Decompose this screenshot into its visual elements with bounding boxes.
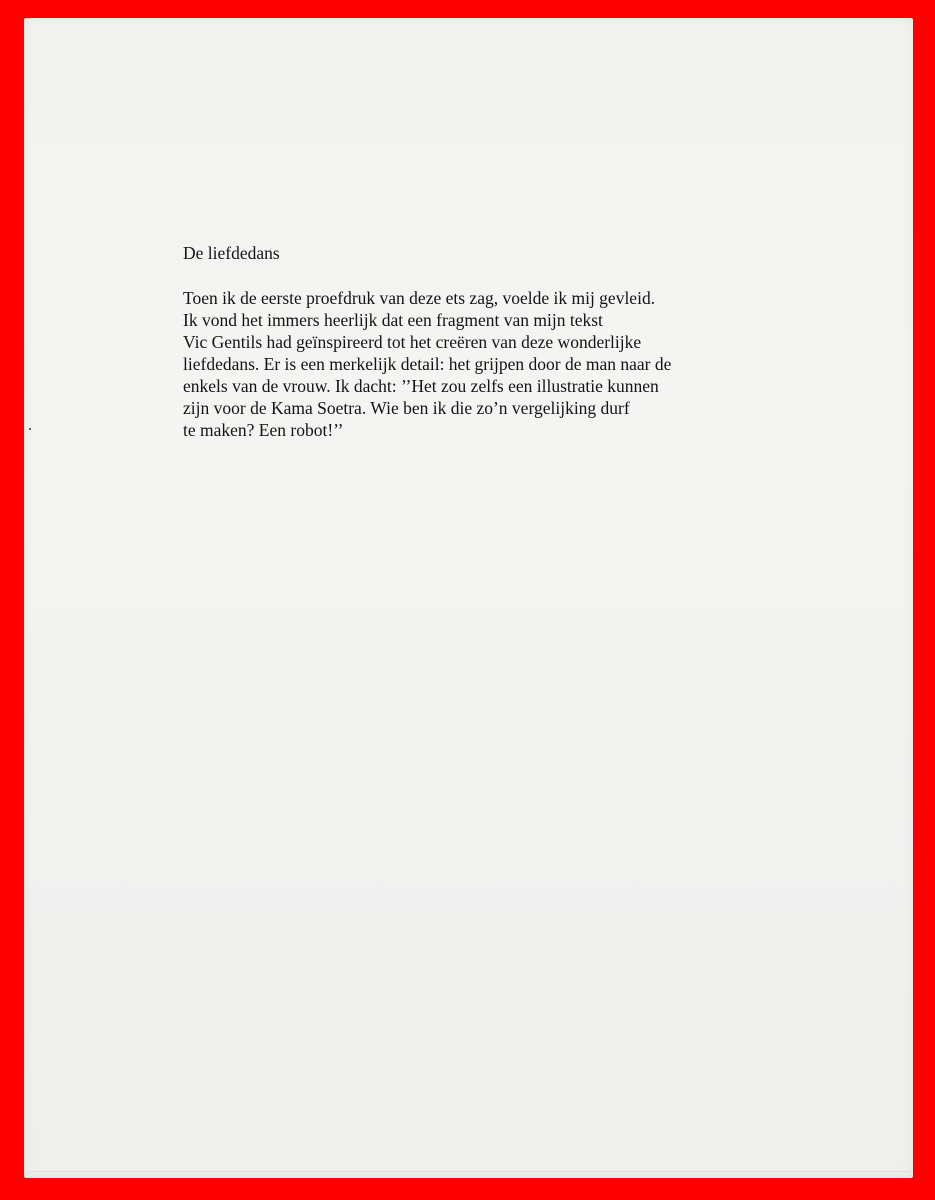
document-title: De liefdedans [183,243,280,263]
paper-sheet [24,18,913,1178]
text-line-5: enkels van de vrouw. Ik dacht: ’’Het zou zelfs een illustratie kunnen [183,376,659,396]
text-line-1: Toen ik de eerste proefdruk van deze ets zag, voelde ik mij gevleid. [183,288,656,308]
text-line-7: te maken? Een robot!’’ [183,420,344,440]
text-line-4: liefdedans. Er is een merkelijk detail: het grijpen door de man naar de [183,354,672,374]
paper-speck [29,428,31,430]
text-line-2: Ik vond het immers heerlijk dat een fragment van mijn tekst [183,310,603,330]
body-paragraph [183,287,783,441]
text-line-3: Vic Gentils had geïnspireerd tot het creëren van deze wonderlijke [183,332,642,352]
text-block [183,242,783,441]
text-line-6: zijn voor de Kama Soetra. Wie ben ik die zo’n vergelijking durf [183,398,630,418]
